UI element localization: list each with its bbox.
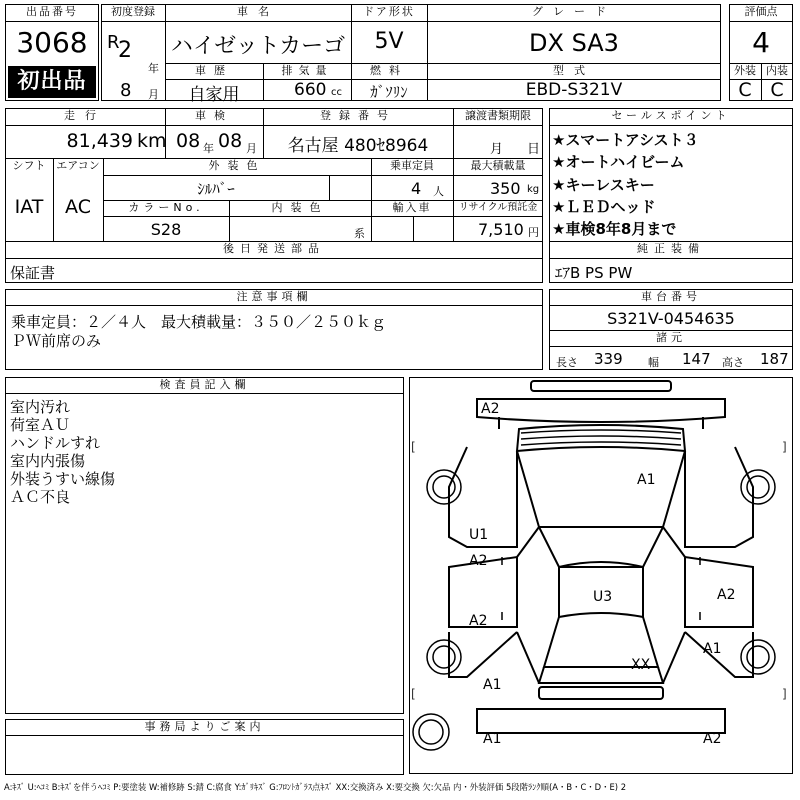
- damage-mark: A1: [483, 731, 502, 747]
- wheel-bracket: ]: [782, 440, 787, 454]
- aircon-label: エアコン: [56, 159, 100, 172]
- model-label: 型式: [553, 64, 595, 77]
- month-unit: 月: [148, 88, 159, 101]
- ext-grade-label: 外装: [734, 64, 756, 77]
- recycle-label: リサイクル預託金: [458, 202, 538, 213]
- shipping-parts: 保証書: [10, 264, 56, 282]
- reg-number-label: 登録番号: [320, 109, 396, 122]
- damage-mark: A1: [637, 472, 656, 488]
- reg-year: 2: [118, 38, 132, 63]
- reg-number: 名古屋 480ｾ8964: [287, 136, 429, 156]
- sales-point: ★キーレスキー: [552, 176, 655, 194]
- specs-label: 諸元: [656, 331, 686, 344]
- fuel-label: 燃料: [370, 64, 408, 77]
- aircon: AC: [65, 196, 91, 218]
- capacity: 4: [411, 179, 422, 198]
- damage-mark: XX: [631, 657, 651, 673]
- history-label: 車歴: [195, 64, 233, 77]
- inspection-year: 08: [176, 130, 201, 152]
- legend: A:ｷｽﾞ U:ﾍｺﾐ B:ｷｽﾞを伴うﾍｺﾐ P:要塗装 W:補修跡 S:錆 C:腐食 Y:ｶﾞﾘｷｽﾞ G:ﾌﾛﾝﾄｶﾞﾗｽ点ｷｽﾞ XX:交換済み X:要交換 欠:欠品 内・外装評価 5段階ﾗﾝｸ順(A・B・C・D・E) 2: [4, 782, 627, 792]
- inspector-line: ＡＣ不良: [10, 488, 71, 506]
- wheel-bracket: ]: [782, 687, 787, 701]
- door-type: 5V: [374, 29, 404, 54]
- ext-color-label: 外装色: [208, 159, 266, 172]
- grade: DX SA3: [529, 29, 619, 57]
- year-unit: 年: [148, 62, 159, 75]
- inspector-line: 外装うすい線傷: [10, 470, 116, 488]
- fuel: ｶﾞｿﾘﾝ: [370, 83, 408, 101]
- lot-number-label: 出品番号: [26, 5, 78, 18]
- notes-line: ＰＷ前席のみ: [11, 332, 102, 350]
- length: 339: [594, 350, 623, 368]
- equipment: ｴｱB PS PW: [555, 264, 633, 282]
- damage-mark: A2: [703, 731, 722, 747]
- damage-mark: A2: [481, 401, 500, 417]
- max-load-label: 最大積載量: [470, 159, 526, 172]
- car-name: ハイゼットカーゴ: [170, 34, 346, 59]
- recycle-unit: 円: [528, 226, 539, 239]
- equipment-label: 純正装備: [637, 242, 705, 255]
- sales-point: ★オートハイビーム: [552, 153, 685, 171]
- damage-mark: A1: [703, 641, 722, 657]
- inspection-month: 08: [218, 130, 243, 152]
- reg-month: 8: [120, 80, 132, 101]
- grade-label: グレード: [532, 5, 616, 18]
- inspector-line: 荷室ＡＵ: [10, 416, 71, 434]
- height: 187: [760, 350, 789, 368]
- displacement-label: 排気量: [281, 64, 333, 77]
- length-label: 長さ: [556, 356, 578, 369]
- first-reg-label: 初度登録: [111, 5, 155, 18]
- displacement-unit: cc: [331, 87, 342, 98]
- int-grade: C: [770, 79, 784, 101]
- score: 4: [752, 26, 770, 59]
- shift: IAT: [14, 196, 44, 218]
- model-code: EBD-S321V: [525, 80, 623, 100]
- import-label: 輸入車: [392, 201, 432, 214]
- notes-label: 注意事項欄: [236, 290, 312, 303]
- era: R: [107, 32, 120, 53]
- mileage: 81,439: [66, 130, 133, 152]
- first-listing-badge: 初出品: [8, 66, 96, 98]
- color-no-label: カラーNo.: [128, 201, 204, 214]
- inspection-month-unit: 月: [246, 142, 257, 155]
- damage-mark: U1: [469, 527, 489, 543]
- max-load-unit: kg: [527, 184, 540, 195]
- inspector-line: 室内汚れ: [10, 398, 71, 416]
- capacity-label: 乗車定員: [390, 159, 434, 172]
- capacity-unit: 人: [433, 185, 444, 198]
- inspection-year-unit: 年: [203, 142, 214, 155]
- color-no: S28: [150, 220, 182, 239]
- damage-mark: A2: [469, 613, 488, 629]
- mileage-label: 走行: [64, 109, 106, 122]
- shipping-parts-label: 後日発送部品: [223, 242, 325, 255]
- damage-mark: U3: [593, 589, 613, 605]
- car-outline: [409, 377, 793, 774]
- wheel-bracket: [: [411, 687, 416, 701]
- inspector-label: 検査員記入欄: [159, 378, 250, 391]
- car-name-label: 車名: [237, 5, 279, 18]
- chassis-number: S321V-0454635: [607, 309, 735, 328]
- sales-point: ★車検8年8月まで: [552, 220, 677, 238]
- car-history: 自家用: [188, 85, 240, 105]
- damage-mark: A2: [717, 587, 736, 603]
- mileage-unit: km: [137, 130, 167, 152]
- score-label: 評価点: [744, 5, 778, 18]
- int-color-label: 内装色: [271, 201, 329, 214]
- recycle-fee: 7,510: [478, 220, 524, 239]
- office-label: 事務局よりご案内: [144, 720, 265, 733]
- wheel-bracket: [: [411, 440, 416, 454]
- width: 147: [682, 350, 711, 368]
- inspection-label: 車検: [195, 109, 233, 122]
- transfer-day: 日: [527, 142, 541, 157]
- sales-points-label: セールスポイント: [611, 109, 731, 122]
- ext-grade: C: [738, 79, 752, 101]
- inspector-line: 室内内張傷: [10, 452, 86, 470]
- damage-diagram: [409, 377, 793, 774]
- transfer-month: 月: [490, 142, 504, 157]
- sales-point: ★ＬＥＤヘッド: [552, 198, 656, 216]
- width-label: 幅: [648, 356, 659, 369]
- displacement: 660: [294, 80, 327, 100]
- damage-mark: A2: [469, 553, 488, 569]
- chassis-label: 車台番号: [641, 290, 701, 303]
- max-load: 350: [490, 179, 521, 198]
- ext-color: ｼﾙﾊﾞｰ: [197, 180, 235, 198]
- inspector-line: ハンドルすれ: [10, 434, 101, 452]
- notes-line: 乗車定員：２／４人 最大積載量：３５０／２５０ｋｇ: [11, 313, 387, 331]
- shift-label: シフト: [12, 159, 46, 172]
- height-label: 高さ: [722, 356, 744, 369]
- door-label: ドア形状: [363, 5, 415, 18]
- damage-mark: A1: [483, 677, 502, 693]
- int-color-unit: 系: [354, 227, 365, 240]
- int-grade-label: 内装: [766, 64, 788, 77]
- transfer-label: 譲渡書類期限: [465, 109, 531, 122]
- lot-number: 3068: [16, 26, 88, 59]
- sales-point: ★スマートアシスト３: [552, 131, 699, 149]
